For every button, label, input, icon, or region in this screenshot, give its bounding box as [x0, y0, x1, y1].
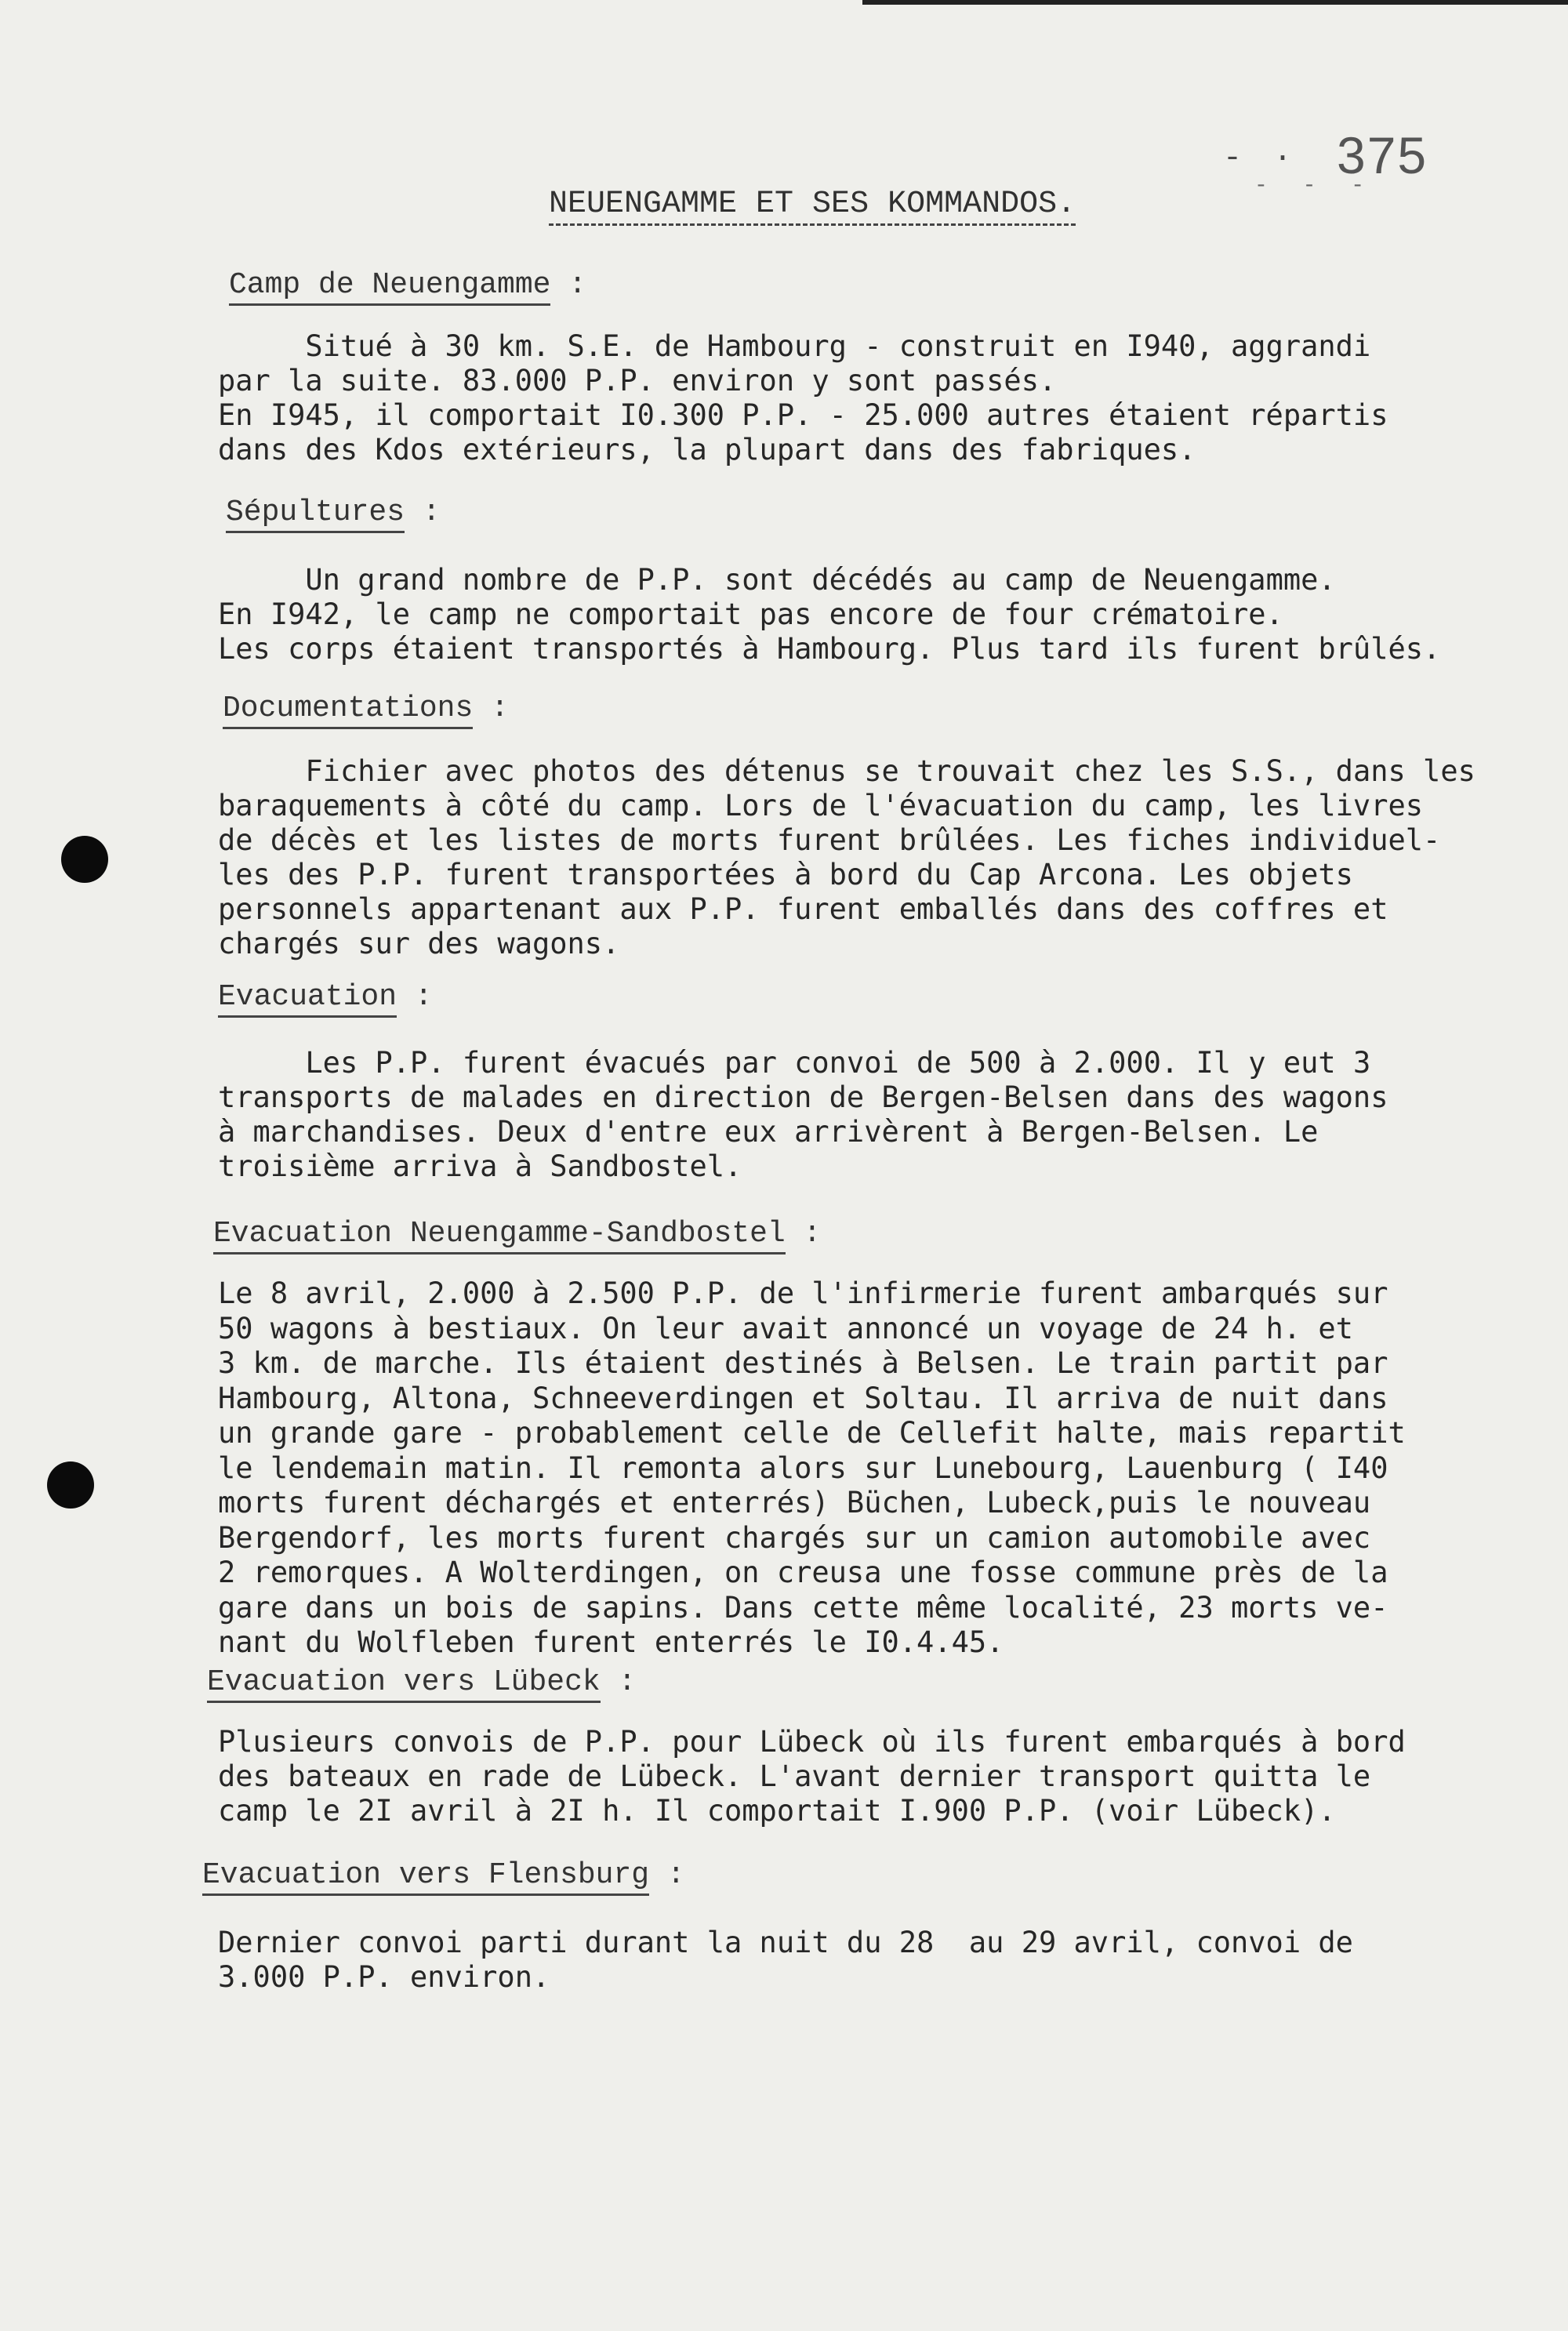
- section-heading-text: Evacuation: [218, 980, 397, 1018]
- section-heading-evacuation: [218, 980, 433, 1014]
- section-heading-text: Sépultures: [226, 496, 405, 533]
- heading-colon: :: [803, 1217, 822, 1251]
- section-paragraph-lubeck: Plusieurs convois de P.P. pour Lübeck où ils furent embarqués à bord des bateaux en rade de Lübeck. L'avant dernier transport quitta le camp le 2I avril à 2I h. Il comportait I.900 P.P. (voir Lübeck).: [218, 1725, 1406, 1828]
- section-heading-text: Camp de Neuengamme: [229, 268, 550, 306]
- section-heading-flensburg: [202, 1858, 685, 1892]
- heading-colon: :: [491, 692, 509, 725]
- punch-hole: [61, 836, 108, 883]
- heading-colon: :: [414, 980, 433, 1014]
- section-heading-documentations: [223, 692, 509, 725]
- section-heading-text: Evacuation Neuengamme-Sandbostel: [213, 1217, 786, 1254]
- section-paragraph-camp: Situé à 30 km. S.E. de Hambourg - construit en I940, aggrandi par la suite. 83.000 P.P. environ y sont passés. En I945, il comportait I0.300 P.P. - 25.000 autres étaient répartis dans des Kdos extérieurs, la plupart dans des fabriques.: [218, 329, 1388, 467]
- section-heading-lubeck: [207, 1665, 636, 1699]
- section-heading-text: Documentations: [223, 692, 473, 729]
- heading-colon: :: [422, 496, 441, 529]
- section-heading-text: Evacuation vers Lübeck: [207, 1665, 601, 1703]
- top-edge-line: [862, 0, 1568, 5]
- section-paragraph-neuengamme-sandbostel: Le 8 avril, 2.000 à 2.500 P.P. de l'infirmerie furent ambarqués sur 50 wagons à bestiaux. On leur avait annoncé un voyage de 24 h. et 3 km. de marche. Ils étaient destinés à Belsen. Le train partit par Hambourg, Altona, Schneeverdingen et Soltau. Il arriva de nuit dans un grande gare - probablement celle de Cellefit halte, mais repartit le lendemain matin. Il remonta alors sur Lunebourg, Lauenburg ( I40 morts furent déchargés et enterrés) Büchen, Lubeck,puis le nouveau Bergendorf, les morts furent chargés sur un camion automobile avec 2 remorques. A Wolterdingen, on creusa une fosse commune près de la gare dans un bois de sapins. Dans cette même localité, 23 morts ve- nant du Wolfleben furent enterrés le I0.4.45.: [218, 1276, 1406, 1659]
- top-marks-secondary: - - -: [1254, 174, 1376, 198]
- section-heading-sepultures: [226, 496, 441, 529]
- top-marks: - ·: [1223, 141, 1299, 176]
- punch-hole: [47, 1461, 94, 1509]
- section-paragraph-documentations: Fichier avec photos des détenus se trouvait chez les S.S., dans les baraquements à côté du camp. Lors de l'évacuation du camp, les livres de décès et les listes de morts furent brûlées. Les fiches individuel- les des P.P. furent transportées à bord du Cap Arcona. Les objets personnels appartenant aux P.P. furent emballés dans des coffres et chargés sur des wagons.: [218, 754, 1475, 960]
- document-title: NEUENGAMME ET SES KOMMANDOS.: [549, 187, 1076, 226]
- heading-colon: :: [618, 1665, 637, 1699]
- section-heading-text: Evacuation vers Flensburg: [202, 1858, 649, 1896]
- heading-colon: :: [666, 1858, 685, 1892]
- section-paragraph-flensburg: Dernier convoi parti durant la nuit du 28 au 29 avril, convoi de 3.000 P.P. environ.: [218, 1926, 1353, 1994]
- page-number: 375: [1337, 126, 1428, 184]
- section-heading-camp: [229, 268, 586, 302]
- heading-colon: :: [568, 268, 587, 302]
- section-heading-neuengamme-sandbostel: [213, 1217, 821, 1251]
- section-paragraph-evacuation: Les P.P. furent évacués par convoi de 500 à 2.000. Il y eut 3 transports de malades en direction de Bergen-Belsen dans des wagons à marchandises. Deux d'entre eux arrivèrent à Bergen-Belsen. Le troisième arriva à Sandbostel.: [218, 1046, 1388, 1183]
- section-paragraph-sepultures: Un grand nombre de P.P. sont décédés au camp de Neuengamme. En I942, le camp ne comportait pas encore de four crématoire. Les corps étaient transportés à Hambourg. Plus tard ils furent brûlés.: [218, 563, 1441, 666]
